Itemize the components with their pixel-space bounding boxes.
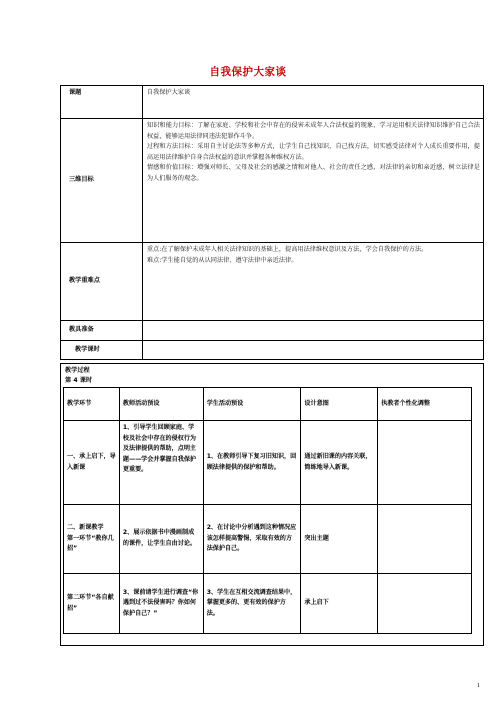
- goal-knowledge: 知识和能力目标：了解在家庭、学校和社会中存在的侵害未成年人合法权益的现象，学习运用相关法律知识维护自己合法权益，能够运用法律同违法犯罪作斗争。: [146, 122, 480, 140]
- header-intent: 设计意图: [301, 388, 378, 421]
- row3-teacher: 3、课前请学生进行调查“你遇到过不法侵害吗？你如何保护自己？”: [119, 574, 203, 634]
- keypoint-main: 重点:在了解保护未成年人相关法律知识的基础上，提高用法律维权意识及方法，学会自我保护的方法。: [146, 246, 428, 253]
- header-student: 学生活动预设: [203, 388, 301, 421]
- header-teacher: 教师活动预设: [119, 388, 203, 421]
- row1-teacher: 1、引导学生回顾家庭、学校及社会中存在的侵权行为及法律提供的帮助，点明主题——学会并掌握自我保护更重要。: [119, 421, 203, 505]
- keypoint-difficult: 难点:学生能自觉的从认同法律、遵守法律中亲近法律。: [146, 256, 298, 264]
- hours-row: [61, 341, 484, 360]
- row3-intent: 承上启下: [301, 574, 378, 634]
- topic-row: [61, 86, 484, 119]
- row1-intent: 通过新旧课的内容关联，简练地导入新课。: [301, 421, 378, 505]
- keypoints-row: [61, 243, 484, 321]
- document-title: 自我保护大家谈: [209, 66, 287, 78]
- row3-step: 第二环节“各自献招”: [64, 574, 120, 634]
- materials-label: 教具准备: [61, 321, 143, 341]
- goals-row: [61, 119, 484, 243]
- header-step: 教学环节: [64, 388, 120, 421]
- activity-table: [63, 387, 472, 634]
- materials-row: [61, 321, 484, 341]
- row2-step: 二、新课教学 第一环节“教你几招”: [64, 505, 120, 574]
- keypoints-label: 教学重难点: [61, 243, 143, 321]
- row3-adjust: [378, 574, 472, 634]
- goals-label: 三维目标: [61, 119, 143, 243]
- keypoints-content: [142, 243, 483, 321]
- page-number: 1: [477, 683, 480, 689]
- row2-intent: 突出主题: [301, 505, 378, 574]
- row3-student: 3、学生在互相交流调查结果中，掌握更多的、更有效的保护方法。: [203, 574, 301, 634]
- activity-header-row: [64, 388, 472, 421]
- row1-adjust: [378, 421, 472, 505]
- row2-teacher: 2、展示依据书中漫画制成的课件，让学生自由讨论。: [119, 505, 203, 574]
- hours-label: 教学课时: [61, 341, 143, 360]
- lesson-number: 第 4 课时: [65, 376, 93, 384]
- activity-row-2: [64, 505, 472, 574]
- goal-emotion: 情感和价值目标：增强对师长、父母及社会的感激之情和对他人、社会的责任之感，对法律的亲切和亲近感，树立法律是为人们服务的观念。: [146, 164, 480, 182]
- process-label: 教学过程: [65, 367, 90, 374]
- materials-value: [142, 321, 483, 341]
- row2-student: 2、在讨论中分析遇到这种情况应该怎样提高警惕，采取有效的方法保护自己。: [203, 505, 301, 574]
- row2-adjust: [378, 505, 472, 574]
- row1-student: 1、在教师引导下复习旧知识，回顾法律提供的保护和帮助。: [203, 421, 301, 505]
- activity-row-3: [64, 574, 472, 634]
- topic-label: 课题: [61, 86, 143, 119]
- header-adjust: 执教者个性化调整: [378, 388, 472, 421]
- row1-step: 一、承上启下，导入新课: [64, 421, 120, 505]
- goal-process: 过程和方法目标：采用自主讨论法等多种方式，让学生自己找知识，自己找方法，切实感受法律对个人成长重要作用，提高运用法律维护自身合法权益的意识并掌握各种维权方法。: [146, 143, 480, 161]
- hours-value: [142, 341, 483, 360]
- topic-value: 自我保护大家谈: [142, 86, 483, 119]
- goals-content: [142, 119, 483, 243]
- lesson-info-table: [60, 85, 484, 360]
- activity-row-1: [64, 421, 472, 505]
